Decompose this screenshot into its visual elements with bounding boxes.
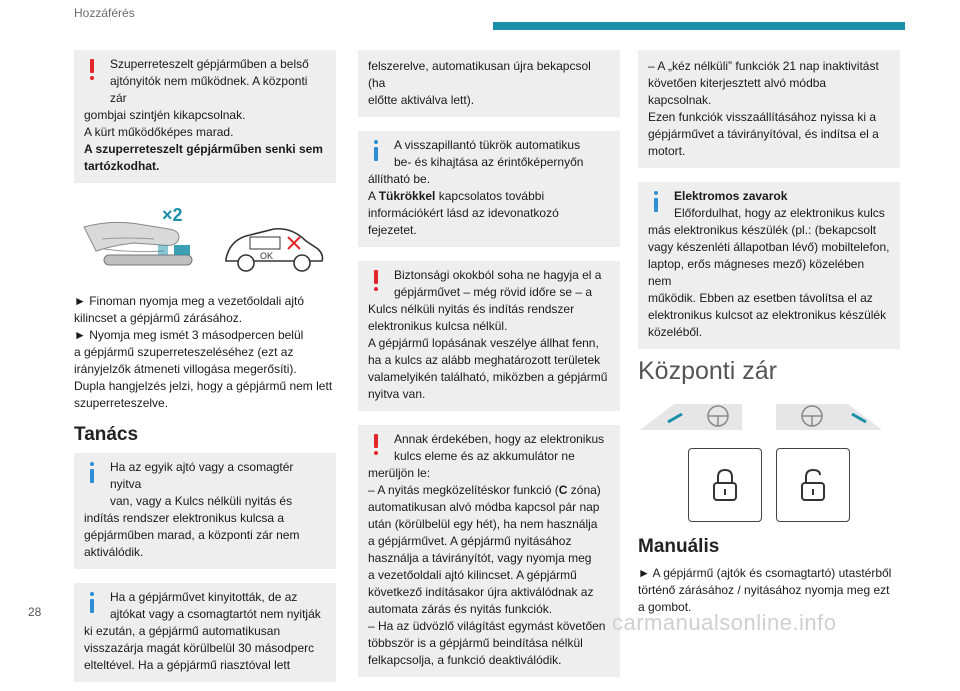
text-line: visszazárja magát körülbelül 30 másodperc xyxy=(84,641,315,655)
text-line: felkapcsolja, a funkció deaktiválódik. xyxy=(368,653,562,667)
warning-box-battery xyxy=(358,425,620,677)
text-line: ha a kulcs az alább meghatározott területek xyxy=(368,353,601,367)
bold-text: A szuperreteszelt gépjárműben senki sem xyxy=(84,142,323,156)
text-line: többször is a gépjármű beindítása nélkül xyxy=(368,636,583,650)
text-line: be- és kihajtása az érintőképernyőn xyxy=(394,155,584,169)
text-line: a vezetőoldali ajtó kilincset. A gépjármű xyxy=(368,568,577,582)
warning-box-superlock xyxy=(74,50,336,183)
column-left xyxy=(74,50,336,682)
text-span: kapcsolatos további xyxy=(435,189,545,203)
step-line: ► Nyomja meg ismét 3 másodpercen belül xyxy=(74,328,304,342)
text-line: állítható be. xyxy=(368,172,431,186)
heading-manual: Manuális xyxy=(638,536,720,557)
text-line: felszerelve, automatikusan újra bekapcsol (ha xyxy=(368,59,591,90)
door-handle-illustration xyxy=(74,197,336,289)
info-icon xyxy=(88,592,96,614)
text-line: a gépjárművet. A gépjármű nyitásához xyxy=(368,534,572,548)
text-line: működik. Ebben az esetben távolítsa el az xyxy=(648,291,873,305)
press-count-badge: ×2 xyxy=(162,205,183,225)
text-line: – Ha az üdvözlő világítást egymást követően xyxy=(368,619,606,633)
text-line: kulcs eleme és az akkumulátor ne xyxy=(394,449,575,463)
text-line: használja a távirányítót, vagy nyomja meg xyxy=(368,551,592,565)
text-line: aktiválódik. xyxy=(84,545,144,559)
text-line: gépjárművet – még rövid időre se – a xyxy=(394,285,593,299)
text-line: közeléből. xyxy=(648,325,703,339)
info-box-handsfree-sleep xyxy=(638,50,900,168)
text-line: Ha az egyik ajtó vagy a csomagtér nyitva xyxy=(110,460,294,491)
warning-icon xyxy=(372,270,380,292)
unlock-button[interactable] xyxy=(776,448,850,522)
warning-icon xyxy=(88,59,96,81)
text-line: ajtókat vagy a csomagtartót nem nyitják xyxy=(110,607,321,621)
superlock-steps xyxy=(74,293,336,412)
lock-closed-icon xyxy=(710,467,740,503)
header-accent-bar xyxy=(493,22,905,30)
central-lock-illustration xyxy=(638,394,900,438)
text-line: előtte aktiválva lett). xyxy=(368,93,475,107)
step-line: a gépjármű szuperreteszeléséhez (ezt az xyxy=(74,345,294,359)
step-line: szuperreteszelve. xyxy=(74,396,169,410)
info-box-continuation xyxy=(358,50,620,117)
text-line: Annak érdekében, hogy az elektronikus xyxy=(394,432,605,446)
text-line: ki ezután, a gépjármű automatikusan xyxy=(84,624,281,638)
text-line: elteltével. Ha a gépjármű riasztóval lett xyxy=(84,658,291,672)
text-line: valamelyikén található, miközben a gépjármű xyxy=(368,370,608,384)
text-line: elektronikus kulcsot az elektronikus készülék xyxy=(648,308,887,322)
info-box-lock-not-activated xyxy=(74,453,336,569)
watermark: carmanualsonline.info xyxy=(612,610,837,635)
text-line: Kulcs nélküli nyitás és indítás rendszer xyxy=(368,302,575,316)
info-box-mirrors xyxy=(358,131,620,247)
heading-central-lock: Központi zár xyxy=(638,357,777,385)
step-line: kilincset a gépjármű zárásához. xyxy=(74,311,243,325)
text-line: laptop, erős mágneses mező) közelében nem xyxy=(648,257,865,288)
text-line: információkért lásd az idevonatkozó fejezetet. xyxy=(368,206,559,237)
text-line: gépjárműben marad, a központi zár nem xyxy=(84,528,300,542)
bold-text: Elektromos zavarok xyxy=(674,189,788,203)
text-line: A visszapillantó tükrök automatikus xyxy=(394,138,581,152)
text-line: A gépjármű lopásának veszélye állhat fenn, xyxy=(368,336,599,350)
text-line: Ha a gépjárművet kinyitották, de az xyxy=(110,590,298,604)
text-line: más elektronikus készülék (pl.: (bekapcsolt xyxy=(648,223,877,237)
info-icon xyxy=(372,140,380,162)
text-line: elektronikus kulcsa nélkül. xyxy=(368,319,508,333)
text-line: Ezen funkciók visszaállításához nyissa ki a xyxy=(648,110,877,124)
door-handle-press-icon xyxy=(74,197,336,289)
lock-button[interactable] xyxy=(688,448,762,522)
info-icon xyxy=(652,191,660,213)
ok-label: OK xyxy=(260,251,274,261)
warning-icon xyxy=(372,434,380,456)
text-line: történő zárásához / nyitásához nyomja meg ezt xyxy=(638,583,890,597)
text-line: merüljön le: xyxy=(368,466,431,480)
text-line: van, vagy a Kulcs nélküli nyitás és xyxy=(110,494,293,508)
lock-buttons xyxy=(638,448,900,522)
text-line: Szuperreteszelt gépjárműben a belső xyxy=(110,57,309,71)
warning-box-keyless-safety xyxy=(358,261,620,411)
text-line: gépjárművet a távirányítóval, és indítsa el a xyxy=(648,127,879,141)
text-line: ► A gépjármű (ajtók és csomagtartó) utastérből xyxy=(638,566,892,580)
text-line: nyitva van. xyxy=(368,387,426,401)
lock-open-icon xyxy=(798,467,828,503)
bold-text: tartózkodhat. xyxy=(84,159,160,173)
info-icon xyxy=(88,462,96,484)
step-line: ► Finoman nyomja meg a vezetőoldali ajtó xyxy=(74,294,304,308)
manual-text xyxy=(638,565,900,616)
heading-tanacs: Tanács xyxy=(74,424,139,445)
text-line: automatikusan alvó módba kapcsol pár nap xyxy=(368,500,600,514)
text-line: vagy készenléti állapotban lévő) mobiltelefon, xyxy=(648,240,890,254)
text-line: után (körülbelül egy hét), ha nem használja xyxy=(368,517,598,531)
bold-text: Tükrökkel xyxy=(378,189,436,203)
text-line: automata zárás és nyitás funkciók. xyxy=(368,602,553,616)
text-span: A xyxy=(368,189,379,203)
text-line: követően kiterjesztett alvó módba kapcsolnak. xyxy=(648,76,827,107)
page-number: 28 xyxy=(28,605,42,619)
text-line: – A „kéz nélküli” funkciók 21 nap inaktivitást xyxy=(648,59,879,73)
car-doors-icon xyxy=(638,394,900,438)
text-line: Előfordulhat, hogy az elektronikus kulcs xyxy=(674,206,885,220)
bold-text: C xyxy=(558,483,568,497)
text-line: motort. xyxy=(648,144,686,158)
section-title: Hozzáférés xyxy=(74,6,135,20)
text-line: a gombot. xyxy=(638,600,692,614)
info-box-electrical-interference xyxy=(638,182,900,349)
text-line: indítás rendszer elektronikus kulcsa a xyxy=(84,511,285,525)
text-line: gombjai szintjén kikapcsolnak. xyxy=(84,108,246,122)
text-line: Biztonsági okokból soha ne hagyja el a xyxy=(394,268,602,282)
text-span: zóna) xyxy=(567,483,601,497)
text-line xyxy=(368,188,610,205)
text-line: ajtónyitók nem működnek. A központi zár xyxy=(110,74,308,105)
column-middle xyxy=(358,50,620,691)
text-span: – A nyitás megközelítéskor funkció ( xyxy=(368,483,559,497)
step-line: Dupla hangjelzés jelzi, hogy a gépjármű nem lett xyxy=(74,379,333,393)
text-line: A kürt működőképes marad. xyxy=(84,125,234,139)
column-right xyxy=(638,50,900,616)
info-box-auto-relock xyxy=(74,583,336,682)
step-line: irányjelzők átmeneti villogása megerősíti). xyxy=(74,362,297,376)
text-line: következő indításakor újra aktiválódnak az xyxy=(368,585,594,599)
text-line xyxy=(368,482,610,499)
